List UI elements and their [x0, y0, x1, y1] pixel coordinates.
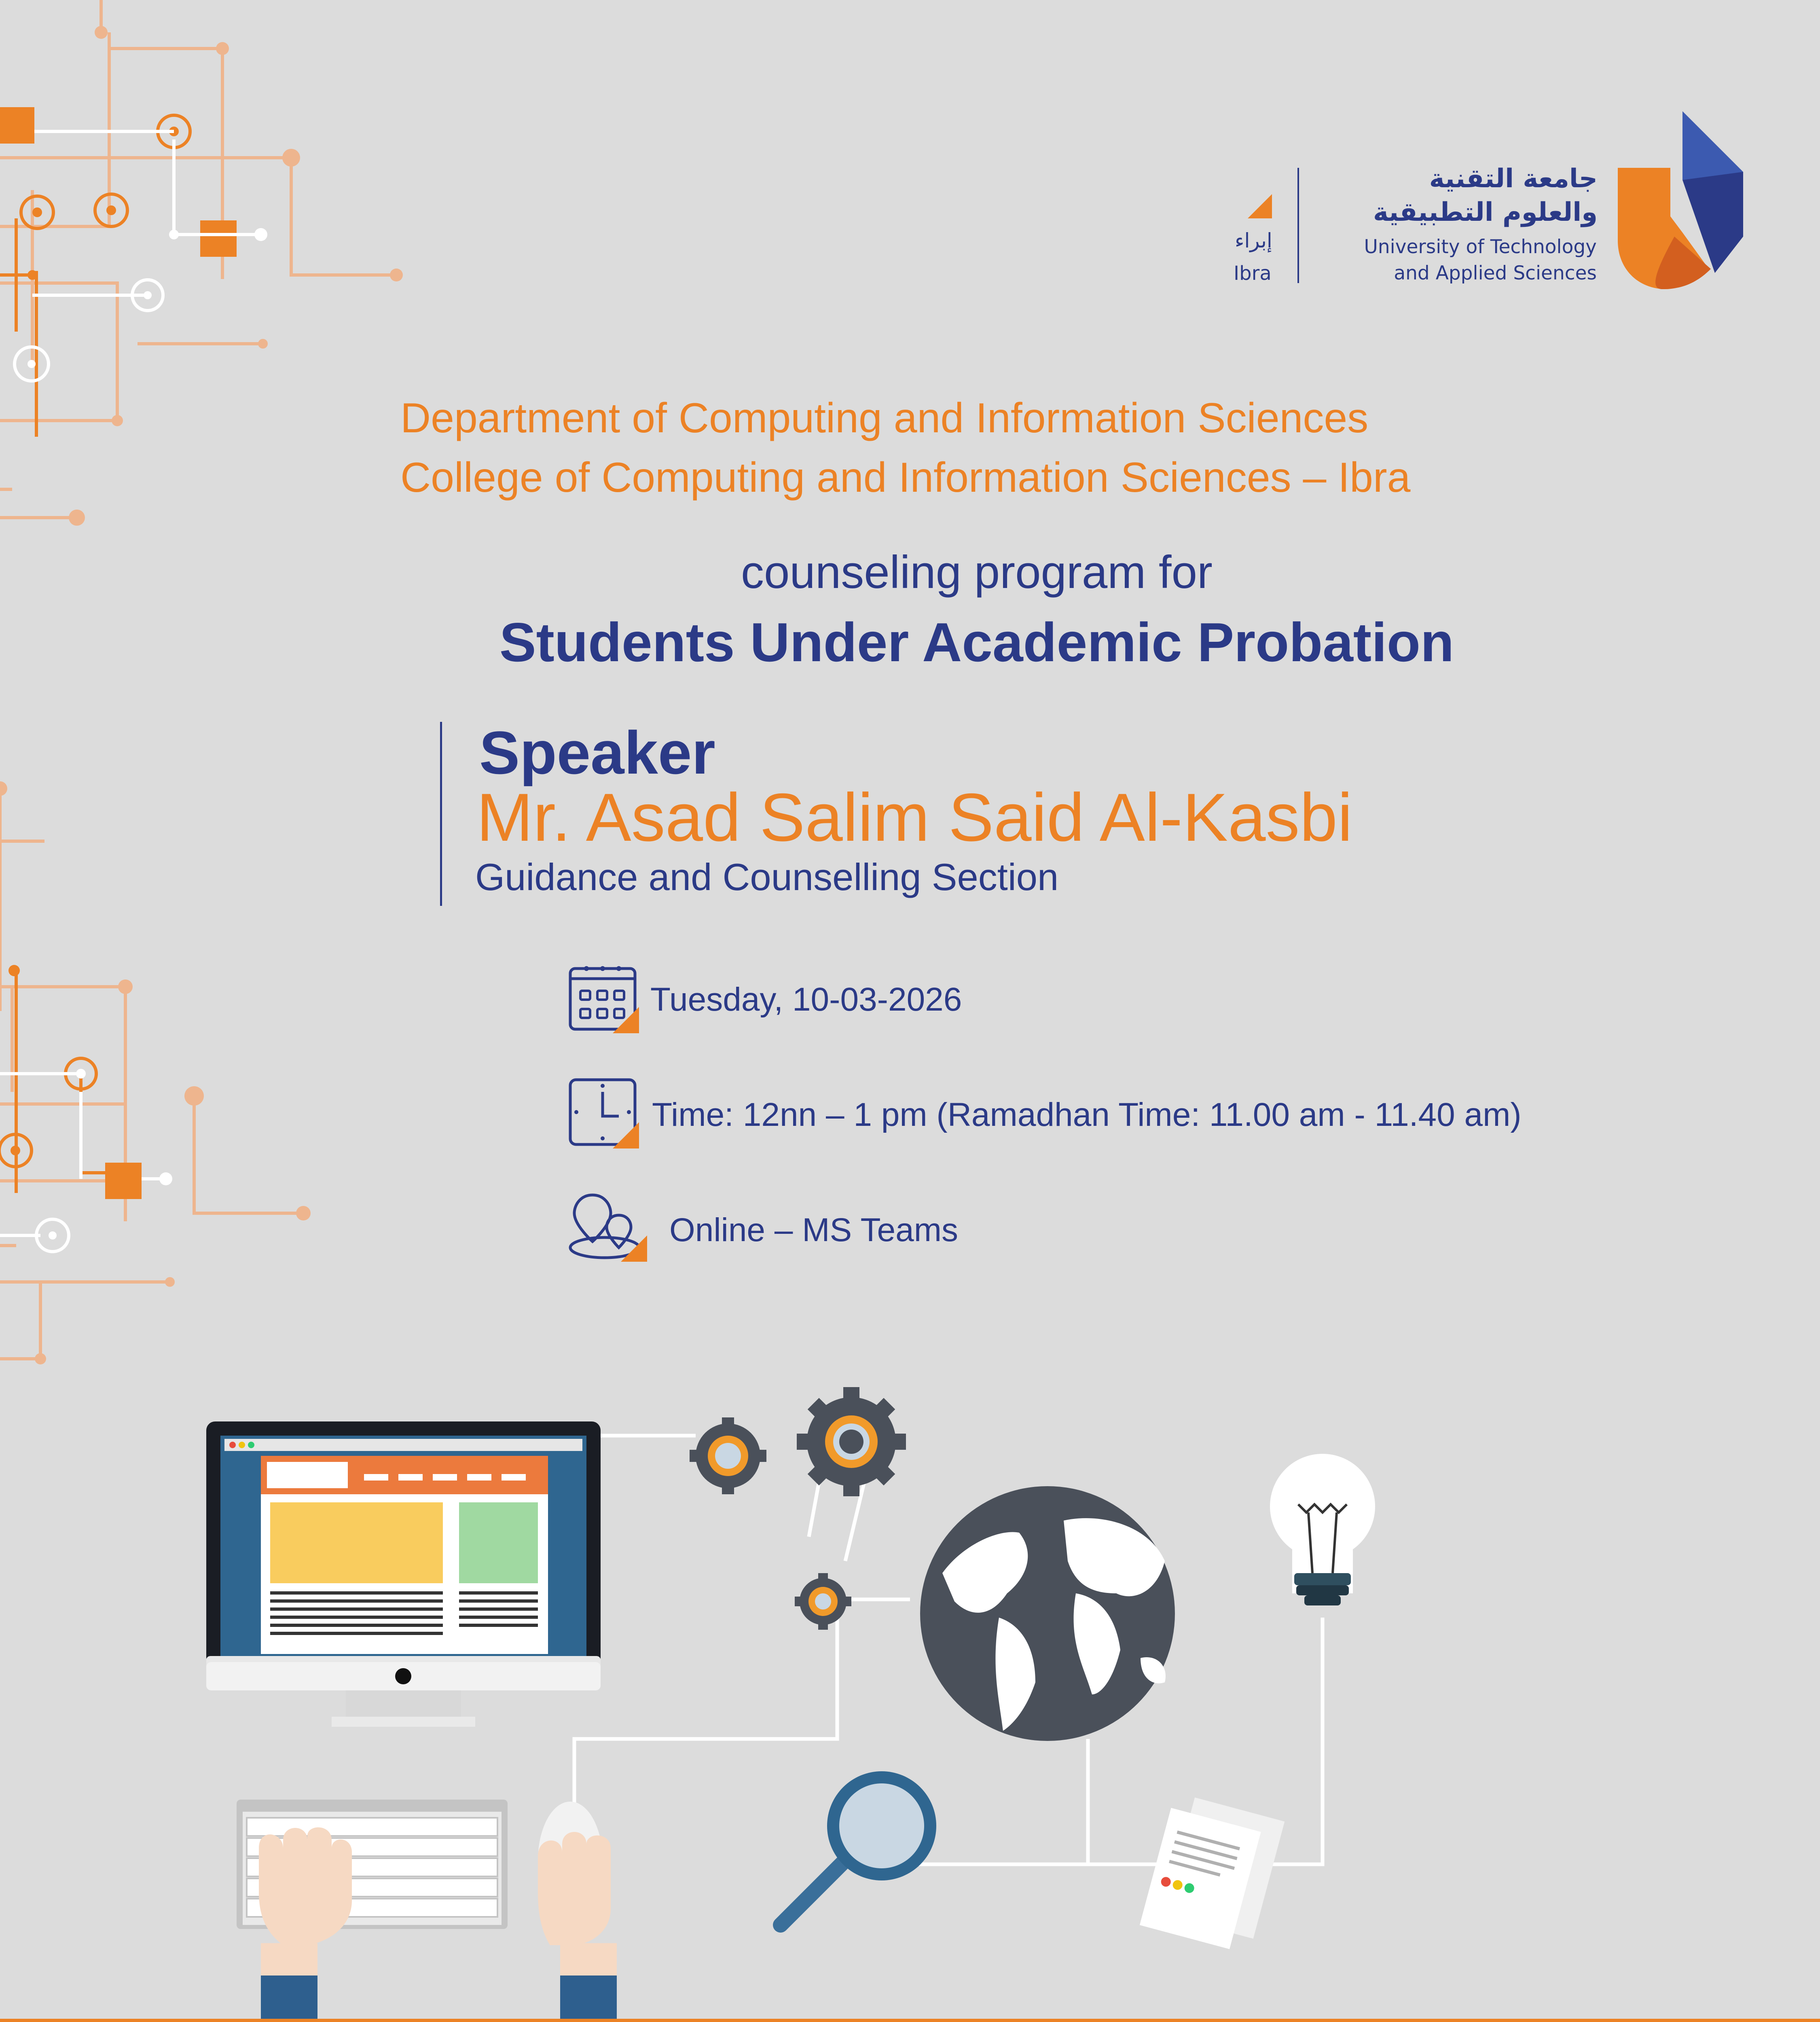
- location-pin-icon: [568, 1191, 649, 1264]
- logo-english-line-2: and Applied Sciences: [1394, 262, 1597, 284]
- event-date: Tuesday, 10-03-2026: [650, 981, 962, 1018]
- speaker-name: Mr. Asad Salim Said Al-Kasbi: [476, 779, 1353, 855]
- event-location: Online – MS Teams: [669, 1212, 959, 1248]
- footer-banner: [0, 2019, 1820, 2022]
- gear-medium: [690, 1417, 766, 1494]
- logo-arabic-line-2: والعلوم التطبيقية: [1373, 197, 1598, 227]
- technology-illustration: [0, 1335, 1820, 2022]
- department-name: Department of Computing and Information Sciences: [400, 395, 1369, 442]
- logo-divider: [1297, 168, 1299, 283]
- calendar-icon: [568, 962, 641, 1035]
- logo-english-line-1: University of Technology: [1364, 236, 1597, 258]
- branch-arabic: إبراء: [1235, 229, 1272, 252]
- logo-arabic-line-1: جامعة التقنية: [1429, 164, 1598, 194]
- gear-large: [797, 1387, 906, 1496]
- program-title: Students Under Academic Probation: [499, 611, 1454, 673]
- speaker-label: Speaker: [479, 719, 715, 787]
- ibra-branch-mark: [1248, 194, 1276, 222]
- clock-icon: [568, 1078, 641, 1151]
- program-intro: counseling program for: [741, 547, 1213, 598]
- event-time: Time: 12nn – 1 pm (Ramadhan Time: 11.00 am - 11.40 am): [652, 1096, 1522, 1133]
- circuit-decoration-top: [0, 0, 445, 566]
- gear-small: [795, 1573, 851, 1630]
- branch-english: Ibra: [1234, 262, 1272, 285]
- circuit-decoration-middle: [0, 768, 332, 1375]
- university-logo-mark: [1618, 111, 1747, 293]
- speaker-section: Guidance and Counselling Section: [475, 856, 1059, 898]
- speaker-divider: [440, 722, 442, 906]
- college-name: College of Computing and Information Sciences – Ibra: [400, 454, 1411, 501]
